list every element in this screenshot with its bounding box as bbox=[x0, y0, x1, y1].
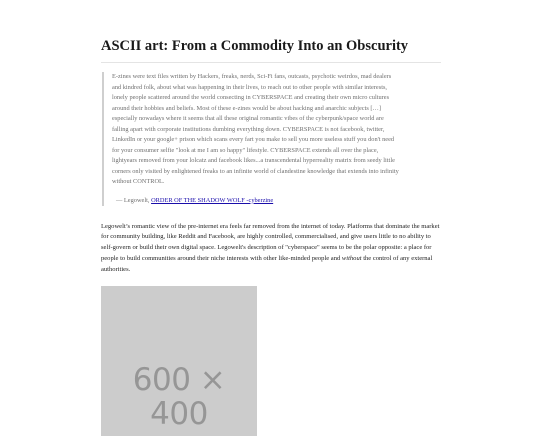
citation-link[interactable]: ORDER OF THE SHADOW WOLF -cyberzine bbox=[151, 196, 274, 204]
citation-author: — Legowelt, bbox=[116, 196, 152, 204]
placeholder-image bbox=[101, 286, 257, 436]
quote-citation bbox=[112, 196, 399, 206]
article bbox=[101, 37, 441, 436]
quote-text: E-zines were text files written by Hackers, freaks, nerds, Sci-Fi fans, outcasts, psychotic weirdos, mad dealers and kindred folk, about what was happening in their lives, to reach out to other people with similar interests, lonely people scattered around the world consecting in CYBERSPACE and creating their own micro cultures around their hobbies and beliefs. Most of these e-zines would be about hacking and anarchic subjects […] especially nowadays where it seems that all these original romantic vibes of the cyberpunk/space world are falling apart with corporate institutions dumbing everything down. CYBERSPACE is not facebook, twitter, LinkedIn or your google+ prison which scans every fart you make to sell you more useless stuff you don't need for your consumer selfie "look at me I am so happy" lifestyle. CYBERSPACE extends all over the place, lightyears removed from your lolcatz and facebook likes...a transcendental hyperreality matrix from seedy little corners only visited by enlightened freaks to an infinite world of clandestine knowledge that extends into infinity without CONTROL. bbox=[112, 73, 399, 185]
body-text-part1: Legowelt’s romantic view of the pre-internet era feels far removed from the internet of today. Platforms that dominate the market for community building, like Reddit and Facebook, are highly controlled, commercialised, and give users little to no ability to self-govern or build their own digital space. Legowelt's description of "cyberspace" seems to be the polar opposite: a place for people to build communities around their niche interests with other like-minded people and bbox=[101, 222, 440, 263]
body-paragraph bbox=[101, 222, 441, 277]
title-divider bbox=[101, 62, 441, 63]
blockquote bbox=[102, 72, 401, 206]
body-emphasis: without bbox=[341, 255, 362, 263]
page-title: ASCII art: From a Commodity Into an Obscurity bbox=[101, 38, 409, 54]
body-text-part2: the control of any external authorities. bbox=[101, 255, 433, 274]
placeholder-image-label: 600 × 400 bbox=[132, 362, 226, 433]
